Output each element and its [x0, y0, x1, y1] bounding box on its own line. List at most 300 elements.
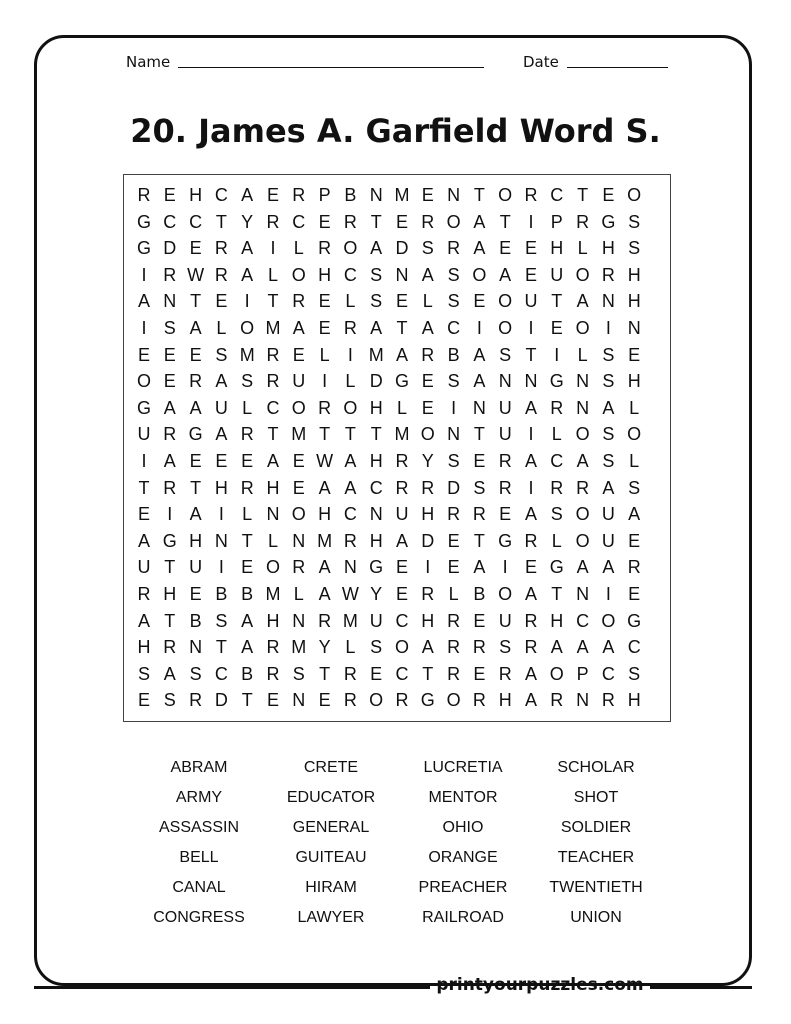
- grid-cell: N: [576, 584, 590, 604]
- grid-cell: S: [241, 371, 254, 392]
- grid-cell: S: [370, 291, 383, 312]
- word-list-item: ASSASSIN: [158, 819, 240, 836]
- grid-cell: R: [550, 477, 564, 498]
- grid-cell: O: [549, 663, 564, 684]
- grid-cell: E: [189, 451, 202, 471]
- grid-cell: L: [267, 264, 278, 285]
- grid-cell: O: [575, 424, 590, 445]
- grid-cell: S: [447, 371, 460, 392]
- grid-cell: R: [601, 690, 615, 711]
- grid-cell: G: [136, 397, 151, 418]
- grid-cell: M: [291, 637, 307, 658]
- grid-cell: L: [242, 397, 253, 418]
- grid-cell: A: [473, 344, 486, 365]
- grid-cell: H: [627, 690, 641, 711]
- grid-cell: N: [576, 397, 590, 418]
- grid-cell: S: [292, 663, 305, 684]
- grid-cell: A: [395, 530, 408, 551]
- grid-cell: O: [627, 424, 642, 445]
- grid-cell: R: [498, 451, 512, 471]
- grid-cell: N: [163, 291, 177, 312]
- grid-cell: O: [446, 690, 461, 711]
- grid-cell: N: [343, 557, 357, 578]
- grid-cell: W: [341, 584, 359, 604]
- grid-cell: D: [395, 238, 409, 259]
- grid-cell: E: [499, 238, 512, 259]
- grid-cell: H: [189, 185, 203, 205]
- grid-cell: N: [627, 318, 641, 338]
- grid-cell: R: [266, 663, 280, 684]
- grid-cell: O: [498, 584, 513, 604]
- grid-cell: R: [343, 690, 357, 711]
- grid-cell: S: [189, 663, 202, 684]
- grid-cell: O: [446, 211, 461, 232]
- grid-cell: I: [425, 557, 431, 578]
- grid-cell: G: [394, 371, 409, 392]
- grid-cell: T: [499, 211, 511, 232]
- grid-cell: R: [395, 451, 409, 471]
- grid-cell: R: [447, 610, 461, 631]
- grid-cell: E: [524, 264, 537, 285]
- grid-cell: N: [292, 690, 306, 711]
- grid-cell: A: [318, 477, 331, 498]
- grid-cell: E: [241, 451, 254, 471]
- grid-cell: N: [369, 185, 383, 205]
- grid-cell: O: [498, 291, 513, 312]
- grid-cell: E: [370, 663, 383, 684]
- grid-cell: E: [292, 451, 305, 471]
- grid-cell: E: [628, 530, 641, 551]
- grid-cell: A: [524, 504, 537, 525]
- grid-cell: A: [215, 371, 228, 392]
- grid-cell: H: [318, 504, 332, 525]
- grid-cell: A: [241, 185, 254, 205]
- grid-cell: I: [218, 557, 224, 578]
- grid-cell: L: [551, 424, 562, 445]
- grid-cell: L: [216, 318, 227, 338]
- grid-cell: P: [576, 663, 589, 684]
- grid-cell: O: [343, 397, 358, 418]
- grid-cell: O: [627, 185, 642, 205]
- grid-cell: R: [163, 477, 177, 498]
- grid-cell: C: [343, 264, 357, 285]
- grid-cell: R: [163, 264, 177, 285]
- word-list-item: CANAL: [172, 879, 226, 896]
- grid-cell: S: [137, 663, 150, 684]
- grid-cell: E: [524, 238, 537, 259]
- grid-cell: O: [575, 504, 590, 525]
- grid-cell: R: [318, 397, 332, 418]
- grid-cell: N: [266, 504, 280, 525]
- grid-cell: E: [266, 185, 279, 205]
- grid-cell: I: [347, 344, 353, 365]
- grid-cell: R: [447, 663, 461, 684]
- grid-cell: T: [370, 424, 382, 445]
- grid-cell: L: [345, 637, 356, 658]
- grid-cell: S: [370, 264, 383, 285]
- word-list-item: PREACHER: [418, 879, 508, 896]
- grid-cell: E: [292, 477, 305, 498]
- grid-cell: T: [422, 663, 434, 684]
- grid-cell: P: [318, 185, 331, 205]
- grid-cell: C: [214, 185, 228, 205]
- grid-cell: R: [627, 557, 641, 578]
- grid-cell: T: [215, 637, 227, 658]
- word-list-item: ARMY: [175, 789, 223, 806]
- grid-cell: R: [292, 185, 306, 205]
- grid-cell: U: [601, 530, 615, 551]
- grid-cell: R: [472, 690, 486, 711]
- grid-cell: E: [421, 371, 434, 392]
- grid-cell: H: [163, 584, 177, 604]
- grid-cell: E: [421, 397, 434, 418]
- grid-cell: E: [189, 584, 202, 604]
- grid-cell: H: [627, 264, 641, 285]
- grid-cell: Y: [370, 584, 383, 604]
- grid-cell: H: [550, 610, 564, 631]
- grid-cell: H: [421, 504, 435, 525]
- grid-cell: U: [524, 291, 538, 312]
- grid-cell: R: [472, 504, 486, 525]
- grid-cell: Y: [318, 637, 331, 658]
- grid-cell: T: [319, 663, 331, 684]
- grid-cell: H: [550, 238, 564, 259]
- grid-cell: O: [240, 318, 255, 338]
- word-list-item: RAILROAD: [422, 909, 504, 926]
- grid-cell: S: [447, 264, 460, 285]
- page-title: 20. James A. Garfield Word S.: [130, 112, 661, 150]
- grid-cell: O: [369, 690, 384, 711]
- grid-cell: L: [577, 238, 588, 259]
- grid-cell: G: [369, 557, 384, 578]
- word-list-item: EDUCATOR: [286, 789, 376, 806]
- grid-cell: O: [291, 397, 306, 418]
- grid-cell: R: [318, 610, 332, 631]
- grid-cell: L: [267, 530, 278, 551]
- grid-cell: A: [318, 557, 331, 578]
- footer-site: printyourpuzzles.com: [436, 975, 644, 995]
- grid-cell: E: [421, 185, 434, 205]
- grid-cell: R: [524, 530, 538, 551]
- grid-cell: T: [396, 318, 408, 338]
- grid-cell: C: [214, 663, 228, 684]
- grid-cell: C: [369, 477, 383, 498]
- grid-cell: S: [602, 424, 615, 445]
- grid-cell: H: [266, 610, 280, 631]
- grid-cell: U: [498, 424, 512, 445]
- grid-cell: A: [163, 663, 176, 684]
- grid-cell: A: [241, 610, 254, 631]
- grid-cell: O: [575, 264, 590, 285]
- grid-cell: A: [421, 637, 434, 658]
- grid-cell: A: [421, 264, 434, 285]
- grid-cell: A: [576, 637, 589, 658]
- word-list-item: OHIO: [442, 819, 484, 836]
- grid-cell: S: [370, 637, 383, 658]
- grid-cell: R: [240, 477, 254, 498]
- grid-cell: S: [499, 344, 512, 365]
- grid-cell: A: [137, 530, 150, 551]
- grid-cell: O: [343, 238, 358, 259]
- grid-cell: E: [395, 584, 408, 604]
- grid-cell: O: [265, 557, 280, 578]
- grid-cell: E: [473, 451, 486, 471]
- grid-cell: N: [498, 371, 512, 392]
- grid-cell: N: [189, 637, 203, 658]
- grid-cell: E: [189, 344, 202, 365]
- grid-cell: G: [188, 424, 203, 445]
- grid-cell: G: [136, 211, 151, 232]
- grid-cell: C: [292, 211, 306, 232]
- grid-cell: M: [291, 424, 307, 445]
- grid-cell: M: [368, 344, 384, 365]
- grid-cell: E: [163, 344, 176, 365]
- grid-cell: D: [163, 238, 177, 259]
- grid-cell: R: [395, 690, 409, 711]
- grid-cell: R: [343, 663, 357, 684]
- footer-rule-left: [34, 986, 430, 989]
- grid-cell: T: [241, 690, 253, 711]
- grid-cell: N: [292, 610, 306, 631]
- grid-cell: R: [292, 557, 306, 578]
- grid-cell: A: [524, 663, 537, 684]
- footer-rule-right: [650, 986, 752, 989]
- grid-cell: A: [602, 397, 615, 418]
- grid-cell: R: [163, 424, 177, 445]
- grid-cell: A: [524, 397, 537, 418]
- grid-cell: Y: [241, 211, 254, 232]
- grid-cell: R: [421, 344, 435, 365]
- grid-cell: I: [141, 318, 147, 338]
- grid-cell: R: [214, 264, 228, 285]
- grid-cell: O: [136, 371, 151, 392]
- grid-cell: C: [266, 397, 280, 418]
- grid-cell: E: [266, 690, 279, 711]
- grid-cell: G: [136, 238, 151, 259]
- grid-cell: R: [266, 211, 280, 232]
- grid-cell: E: [395, 291, 408, 312]
- grid-cell: H: [214, 477, 228, 498]
- grid-cell: H: [627, 291, 641, 312]
- grid-cell: O: [394, 637, 409, 658]
- grid-cell: C: [576, 610, 590, 631]
- grid-cell: E: [215, 451, 228, 471]
- grid-cell: R: [576, 477, 590, 498]
- grid-cell: A: [215, 424, 228, 445]
- grid-cell: U: [601, 504, 615, 525]
- grid-cell: I: [270, 238, 276, 259]
- word-list-item: CONGRESS: [153, 909, 245, 926]
- grid-cell: R: [421, 584, 435, 604]
- grid-cell: H: [266, 477, 280, 498]
- grid-cell: M: [317, 530, 333, 551]
- grid-cell: E: [318, 211, 331, 232]
- name-field[interactable]: [178, 67, 484, 68]
- grid-cell: H: [498, 690, 512, 711]
- grid-cell: S: [473, 477, 486, 498]
- grid-cell: U: [498, 610, 512, 631]
- grid-cell: N: [576, 371, 590, 392]
- grid-cell: A: [550, 637, 563, 658]
- grid-cell: A: [189, 504, 202, 525]
- grid-cell: B: [241, 663, 254, 684]
- word-list-item: SOLDIER: [560, 819, 632, 836]
- grid-cell: N: [214, 530, 228, 551]
- grid-cell: G: [627, 610, 642, 631]
- grid-cell: A: [163, 451, 176, 471]
- grid-cell: A: [370, 318, 383, 338]
- grid-cell: A: [370, 238, 383, 259]
- grid-cell: M: [239, 344, 255, 365]
- grid-cell: H: [369, 451, 383, 471]
- grid-cell: E: [318, 291, 331, 312]
- grid-cell: R: [395, 477, 409, 498]
- grid-cell: A: [344, 477, 357, 498]
- grid-cell: S: [602, 371, 615, 392]
- grid-cell: R: [472, 637, 486, 658]
- grid-cell: I: [322, 371, 328, 392]
- grid-cell: T: [473, 185, 485, 205]
- grid-cell: A: [266, 451, 279, 471]
- word-list-item: ABRAM: [170, 759, 228, 776]
- grid-cell: E: [241, 557, 254, 578]
- grid-cell: R: [137, 185, 151, 205]
- grid-cell: I: [141, 264, 147, 285]
- word-list-item: HIRAM: [305, 879, 357, 896]
- grid-cell: R: [576, 211, 590, 232]
- grid-cell: R: [498, 477, 512, 498]
- grid-cell: A: [189, 397, 202, 418]
- grid-cell: H: [421, 610, 435, 631]
- grid-cell: A: [524, 584, 537, 604]
- grid-cell: I: [451, 397, 457, 418]
- grid-cell: O: [575, 530, 590, 551]
- grid-cell: R: [240, 424, 254, 445]
- grid-cell: T: [525, 344, 537, 365]
- grid-cell: A: [602, 637, 615, 658]
- grid-cell: T: [551, 584, 563, 604]
- grid-cell: N: [447, 185, 461, 205]
- grid-cell: R: [601, 264, 615, 285]
- grid-cell: C: [601, 663, 615, 684]
- grid-cell: S: [447, 451, 460, 471]
- grid-cell: T: [241, 530, 253, 551]
- grid-cell: R: [163, 637, 177, 658]
- grid-cell: N: [601, 291, 615, 312]
- grid-cell: C: [550, 185, 564, 205]
- grid-cell: U: [292, 371, 306, 392]
- grid-cell: R: [498, 663, 512, 684]
- grid-cell: E: [318, 318, 331, 338]
- grid-cell: A: [163, 397, 176, 418]
- grid-cell: S: [163, 690, 176, 711]
- grid-cell: O: [498, 185, 513, 205]
- grid-cell: H: [369, 397, 383, 418]
- grid-cell: E: [602, 185, 615, 205]
- grid-cell: L: [629, 451, 640, 471]
- grid-cell: A: [241, 264, 254, 285]
- grid-cell: N: [576, 690, 590, 711]
- grid-cell: E: [395, 211, 408, 232]
- grid-cell: R: [266, 371, 280, 392]
- grid-cell: R: [343, 318, 357, 338]
- grid-cell: E: [473, 291, 486, 312]
- date-field[interactable]: [567, 67, 668, 68]
- grid-cell: I: [528, 211, 534, 232]
- grid-cell: G: [549, 557, 564, 578]
- grid-cell: E: [163, 185, 176, 205]
- grid-cell: A: [524, 690, 537, 711]
- grid-cell: M: [394, 424, 410, 445]
- grid-cell: O: [291, 264, 306, 285]
- grid-cell: L: [319, 344, 330, 365]
- grid-cell: T: [138, 477, 150, 498]
- grid-cell: E: [292, 344, 305, 365]
- grid-cell: A: [473, 371, 486, 392]
- grid-cell: I: [218, 504, 224, 525]
- grid-cell: L: [293, 238, 304, 259]
- grid-cell: E: [499, 504, 512, 525]
- grid-cell: R: [318, 238, 332, 259]
- grid-cell: E: [628, 344, 641, 365]
- grid-cell: R: [447, 238, 461, 259]
- grid-cell: L: [422, 291, 433, 312]
- word-list-item: GUITEAU: [295, 849, 367, 866]
- grid-cell: T: [164, 610, 176, 631]
- grid-cell: L: [345, 371, 356, 392]
- grid-cell: R: [524, 185, 538, 205]
- grid-cell: B: [344, 185, 357, 205]
- grid-cell: A: [524, 451, 537, 471]
- grid-cell: L: [577, 344, 588, 365]
- date-label: Date: [523, 53, 559, 71]
- grid-cell: E: [137, 690, 150, 711]
- grid-cell: S: [550, 504, 563, 525]
- grid-cell: D: [447, 477, 461, 498]
- grid-cell: S: [628, 477, 641, 498]
- grid-cell: A: [628, 504, 641, 525]
- grid-cell: G: [420, 690, 435, 711]
- grid-cell: S: [421, 238, 434, 259]
- grid-cell: W: [187, 264, 205, 285]
- grid-cell: A: [576, 451, 589, 471]
- grid-cell: S: [447, 291, 460, 312]
- grid-cell: R: [292, 291, 306, 312]
- grid-cell: S: [215, 610, 228, 631]
- grid-cell: E: [447, 557, 460, 578]
- grid-cell: A: [473, 238, 486, 259]
- grid-cell: H: [369, 530, 383, 551]
- grid-cell: I: [605, 318, 611, 338]
- grid-cell: C: [189, 211, 203, 232]
- grid-cell: N: [369, 504, 383, 525]
- grid-cell: R: [421, 211, 435, 232]
- grid-cell: E: [163, 371, 176, 392]
- grid-cell: I: [476, 318, 482, 338]
- grid-cell: R: [343, 530, 357, 551]
- grid-cell: A: [602, 477, 615, 498]
- grid-cell: C: [343, 504, 357, 525]
- grid-cell: S: [628, 211, 641, 232]
- grid-cell: A: [318, 584, 331, 604]
- grid-cell: N: [447, 424, 461, 445]
- grid-cell: N: [472, 397, 486, 418]
- grid-cell: E: [524, 557, 537, 578]
- grid-cell: L: [396, 397, 407, 418]
- word-list-item: LAWYER: [297, 909, 365, 926]
- grid-cell: T: [190, 291, 202, 312]
- grid-cell: A: [576, 291, 589, 312]
